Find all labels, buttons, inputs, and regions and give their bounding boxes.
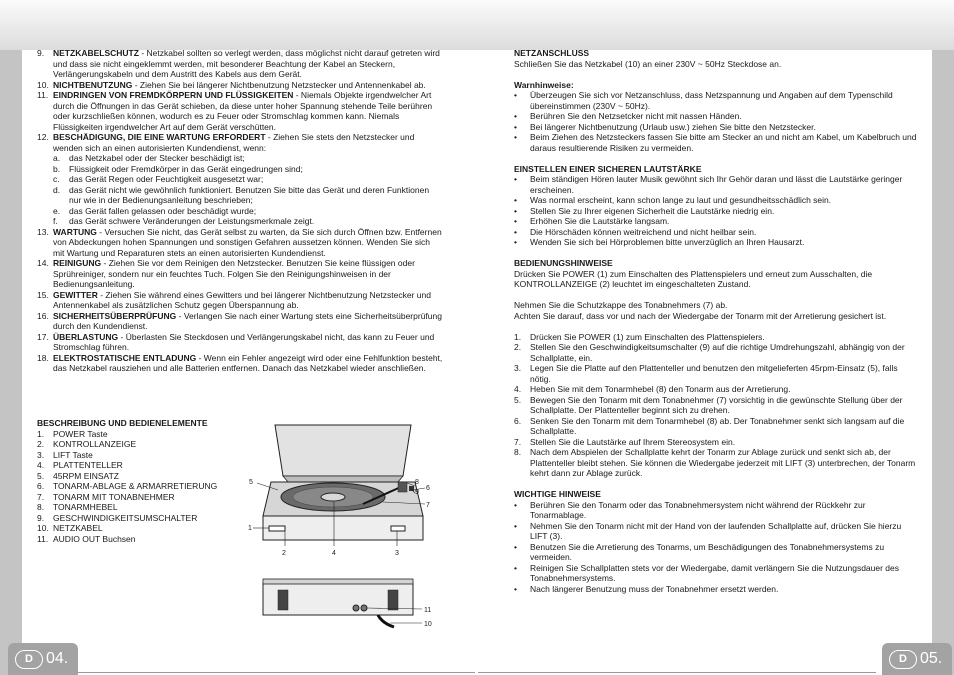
bullet-item (514, 500, 920, 521)
item-text: - Ziehen Sie stets den Netzstecker und wenden sich an einen autorisierten Kundendienst, wenn: (53, 132, 415, 153)
step-text: Nach dem Abspielen der Schallplatte kehrt der Tonarm zur Ablage zurück und senkt sich ab, der Plattenteller bleibt stehen. Sie können die Wiedergabe jederzeit mit LIFT (3) unterbrechen, der Tonarm kehrt dann zur Ablage zurück. (530, 447, 916, 478)
bullet-item (514, 542, 920, 563)
bullet-text: Stellen Sie zu Ihrer eigenen Sicherheit die Lautstärke niedrig ein. (530, 205, 775, 216)
condition-text: Flüssigkeit oder Fremdkörper in das Gerät eingedrungen sind; (69, 163, 303, 174)
condition-item (37, 206, 443, 217)
condition-letter: e. (53, 205, 61, 216)
lift-button (391, 526, 405, 531)
step-text: Stellen Sie die Lautstärke auf Ihrem Stereosystem ein. (530, 436, 736, 447)
item-title: NETZKABELSCHUTZ (53, 48, 139, 58)
item-number: 12. (37, 132, 49, 142)
turntable-top-diagram (243, 420, 443, 560)
operation-lock-note: Achten Sie darauf, dass vor und nach der Wiedergabe der Tonarm mit der Arretierung gesichert ist. (514, 310, 887, 321)
callout-8: 8 (415, 479, 419, 486)
bullet-text: Beim ständigen Hören lauter Musik gewöhnt sich Ihr Gehör daran und lässt die Lautstärke geringer erscheinen. (530, 174, 903, 195)
control-number: 11. (37, 533, 49, 544)
bullet-item (514, 132, 920, 153)
item-text: - Netzkabel sollten so verlegt werden, dass möglichst nicht darauf getreten wird und dass sie nicht eingeklemmt werden, mit besonderer Beachtung der Kabel an Steckern, Verlängerungskabeln und dem Austritt des Kabels aus dem Gerät. (53, 48, 440, 79)
control-item (37, 513, 252, 524)
condition-item (37, 185, 443, 206)
safety-item (37, 80, 443, 91)
safety-item (37, 132, 443, 153)
control-item (37, 450, 252, 461)
bullet-icon: • (514, 205, 517, 216)
control-label: AUDIO OUT Buchsen (53, 533, 136, 544)
bullet-item (514, 563, 920, 584)
header-band (0, 0, 954, 50)
condition-item (37, 164, 443, 175)
audio-out-jack (353, 605, 359, 611)
bullet-icon: • (514, 541, 517, 552)
page-tab-left (8, 643, 78, 675)
step-number: 7. (514, 436, 522, 447)
control-label: LIFT Taste (53, 449, 93, 460)
page-tab-right (882, 643, 952, 675)
callout-5: 5 (249, 479, 253, 486)
warnings-heading: Warnhinweise: (514, 79, 574, 90)
callout-11: 11 (424, 607, 432, 614)
item-title: GEWITTER (53, 289, 98, 300)
callout-2: 2 (282, 550, 286, 557)
adapter-45rpm (321, 493, 345, 501)
page-number: 05. (920, 650, 943, 667)
control-label: PLATTENTELLER (53, 460, 123, 470)
condition-letter: b. (53, 163, 61, 174)
bullet-item (514, 237, 920, 248)
control-number: 3. (37, 449, 45, 460)
step-item (514, 363, 920, 384)
controls-section (37, 418, 252, 544)
bullet-icon: • (514, 121, 517, 132)
safety-item (37, 290, 443, 311)
bullet-icon: • (514, 216, 517, 226)
controls-list (37, 429, 252, 545)
callout-4: 4 (332, 550, 336, 557)
step-number: 6. (514, 415, 522, 426)
operation-heading: BEDIENUNGSHINWEISE (514, 258, 613, 268)
step-item (514, 437, 920, 448)
callout-3: 3 (395, 550, 399, 557)
condition-text: das Gerät schwere Veränderungen der Leistungsmerkmale zeigt. (69, 216, 315, 226)
power-button (269, 526, 285, 531)
bullet-text: Die Hörschäden können weitreichend und nicht heilbar sein. (530, 226, 757, 237)
safety-item (37, 227, 443, 259)
step-number: 2. (514, 342, 522, 352)
control-item (37, 481, 252, 492)
bullet-item (514, 111, 920, 122)
item-number: 11. (37, 90, 49, 100)
step-item (514, 384, 920, 395)
item-text: - Verlangen Sie nach einer Wartung stets eine Sicherheitsüberprüfung durch den Kundendienst. (53, 310, 442, 331)
control-label: POWER Taste (53, 428, 108, 439)
step-item (514, 416, 920, 437)
bullet-text: Überzeugen Sie sich vor Netzanschluss, dass Netzspannung und Angaben auf dem Typenschild übereinstimmen (230V ~ 50Hz). (530, 90, 893, 111)
step-item (514, 332, 920, 343)
control-number: 1. (37, 428, 45, 439)
bottom-rule-left (78, 672, 475, 673)
item-number: 18. (37, 352, 49, 363)
callout-6: 6 (426, 485, 430, 492)
step-item (514, 342, 920, 363)
item-text: - Versuchen Sie nicht, das Gerät selbst zu warten, da Sie sich durch Öffnen bzw. Entfernen von Abdeckungen hohen Spannungen und sonstigen Gefahren aussetzen können. Wenden Sie sich mit Wartung und Reparaturen stets an einen autorisierten Kundendienst. (53, 226, 442, 258)
safety-item (37, 353, 443, 374)
left-margin-bar (0, 50, 22, 675)
mains-heading: NETZANSCHLUSS (514, 48, 590, 58)
condition-text: das Gerät nicht wie gewöhnlich funktioniert. Benutzen Sie bitte das Gerät und deren Funktionen nur wie in der Bedienungsanleitung beschrieben; (69, 184, 430, 205)
control-number: 7. (37, 491, 45, 502)
bullet-item (514, 195, 920, 206)
bullet-item (514, 227, 920, 238)
warnings-list (514, 90, 920, 153)
step-text: Heben Sie mit dem Tonarmhebel (8) den Tonarm aus der Arretierung. (530, 384, 791, 394)
control-item (37, 502, 252, 513)
step-text: Senken Sie den Tonarm mit dem Tonarmhebel (8) ab. Der Tonabnehmer senkt sich langsam auf die Schallplatte. (530, 415, 905, 436)
item-title: BESCHÄDIGUNG, DIE EINE WARTUNG ERFORDERT (53, 132, 266, 142)
item-number: 9. (37, 48, 45, 58)
mains-text: Schließen Sie das Netzkabel (10) an einer 230V ~ 50Hz Steckdose an. (514, 58, 782, 69)
condition-letter: f. (53, 216, 58, 226)
item-text: - Wenn ein Fehler angezeigt wird oder eine Fehlfunktion besteht, das Netzkabel rausziehen und alle Batterien entfernen. Danach das Netzkabel wieder anschließen. (53, 352, 443, 373)
item-text: - Niemals Objekte irgendwelcher Art durch die Öffnungen in das Gerät schieben, da diese unter hoher Spannung stehende Teile berühren oder kurzschließen können, wodurch es zu Feuer oder Stromschlag kommen kann. Niemals Flüssigkeiten irgendwelcher Art auf dem Gerät verschütten. (53, 90, 433, 132)
control-item (37, 471, 252, 482)
safety-item (37, 311, 443, 332)
bullet-text: Reinigen Sie Schallplatten stets vor der Wiedergabe, damit verlängern Sie die Nutzungsdauer des Tonabnehmersystems. (530, 562, 900, 583)
right-column (514, 48, 920, 594)
control-number: 9. (37, 512, 45, 523)
bullet-text: Wenden Sie sich bei Hörproblemen bitte unverzüglich an Ihren Hausarzt. (530, 237, 805, 247)
controls-heading: BESCHREIBUNG UND BEDIENELEMENTE (37, 418, 208, 428)
control-number: 6. (37, 481, 45, 491)
safety-item (37, 48, 443, 80)
callout-1: 1 (248, 525, 252, 532)
dust-cover-lid (275, 425, 411, 476)
item-title: REINIGUNG (53, 258, 102, 268)
item-number: 16. (37, 310, 49, 321)
condition-item (37, 216, 443, 227)
safety-item (37, 258, 443, 290)
item-number: 15. (37, 289, 49, 300)
step-number: 1. (514, 331, 522, 342)
control-item (37, 429, 252, 440)
bullet-item (514, 584, 920, 595)
condition-letter: d. (53, 184, 61, 195)
control-number: 10. (37, 523, 49, 533)
control-label: TONARM-ABLAGE & ARMARRETIERUNG (53, 481, 218, 491)
step-number: 8. (514, 447, 522, 457)
bullet-item (514, 90, 920, 111)
control-label: TONARM MIT TONABNEHMER (53, 491, 175, 502)
left-column (37, 48, 443, 374)
item-text: - Überlasten Sie Steckdosen und Verlängerungskabel nicht, das kann zu Feuer und Stromschlag führen. (53, 331, 435, 352)
item-number: 17. (37, 331, 49, 342)
bullet-text: Erhöhen Sie die Lautstärke langsam. (530, 216, 670, 226)
condition-text: das Gerät Regen oder Feuchtigkeit ausgesetzt war; (69, 174, 264, 184)
bullet-text: Bei längerer Nichtbenutzung (Urlaub usw.) ziehen Sie bitte den Netzstecker. (530, 121, 816, 132)
control-item (37, 523, 252, 534)
bullet-icon: • (514, 174, 517, 184)
bullet-text: Berühren Sie den Tonarm oder das Tonabnehmersystem nicht während der Rückkehr zur Tonarmablage. (530, 499, 866, 520)
bottom-rule-right (478, 672, 876, 673)
bullet-text: Nach längerer Benutzung muss der Tonabnehmer ersetzt werden. (530, 583, 779, 594)
important-list (514, 500, 920, 595)
item-text: - Ziehen Sie vor dem Reinigen den Netzstecker. Benutzen Sie keine flüssigen oder Sprühreiniger, sondern nur ein feuchtes Tuch. Folgen Sie den Reinigungshinweisen in der Bedienungsanleitung. (53, 258, 415, 289)
bullet-text: Was normal erscheint, kann schon lange zu laut und gesundheitsschädlich sein. (530, 195, 832, 205)
step-item (514, 395, 920, 416)
item-title: NICHTBENUTZUNG (53, 79, 133, 90)
step-text: Stellen Sie den Geschwindigkeitsumschalter (9) auf die richtige Umdrehungszahl, abhängig von der Schallplatte, ein. (530, 342, 905, 363)
language-badge: D (15, 650, 43, 669)
language-badge: D (889, 650, 917, 669)
control-number: 5. (37, 470, 45, 481)
condition-text: das Gerät fallen gelassen oder beschädigt wurde; (69, 205, 257, 216)
control-label: GESCHWINDIGKEITSUMSCHALTER (53, 512, 198, 523)
step-number: 4. (514, 384, 522, 394)
bullet-icon: • (514, 90, 517, 100)
safety-list-continued (37, 227, 443, 374)
callout-9: 9 (415, 489, 419, 496)
bullet-icon: • (514, 562, 517, 573)
bullet-icon: • (514, 583, 517, 594)
bullet-icon: • (514, 132, 517, 142)
power-cord (378, 615, 394, 627)
bullet-icon: • (514, 111, 517, 121)
bullet-item (514, 206, 920, 217)
condition-letter: c. (53, 174, 60, 184)
safety-item (37, 332, 443, 353)
condition-letter: a. (53, 153, 61, 163)
bullet-item (514, 122, 920, 133)
condition-item (37, 174, 443, 185)
page-number: 04. (46, 650, 69, 667)
callout-10: 10 (424, 621, 432, 628)
item-title: WARTUNG (53, 226, 97, 237)
control-item (37, 460, 252, 471)
condition-item (37, 153, 443, 164)
volume-list (514, 174, 920, 248)
bullet-text: Beim Ziehen des Netzsteckers fassen Sie bitte am Stecker an und nicht am Kabel, um Kabelbruch und daraus resultierende Risiken zu vermeiden. (530, 132, 917, 153)
control-number: 4. (37, 460, 45, 470)
bullet-item (514, 216, 920, 227)
bullet-text: Benutzen Sie die Arretierung des Tonarms, um Beschädigungen des Tonabnehmersystems zu vermeiden. (530, 541, 885, 562)
control-item (37, 534, 252, 545)
service-conditions-list (37, 153, 443, 227)
bullet-icon: • (514, 520, 517, 531)
item-number: 14. (37, 258, 49, 268)
audio-out-jack (361, 605, 367, 611)
item-title: EINDRINGEN VON FREMDKÖRPERN UND FLÜSSIGKEITEN (53, 90, 294, 100)
step-text: Bewegen Sie den Tonarm mit dem Tonabnehmer (7) vorsichtig in die gewünschte Stellung über der Schallplatte. Der Plattenteller beginnt sich zu drehen. (530, 394, 903, 415)
bullet-text: Nehmen Sie den Tonarm nicht mit der Hand von der laufenden Schallplatte auf, drücken Sie hierzu LIFT (3). (530, 520, 902, 541)
step-text: Legen Sie die Platte auf den Plattenteller und benutzen den mitgelieferten 45rpm-Einsatz (5), falls nötig. (530, 363, 898, 384)
condition-text: das Netzkabel oder der Stecker beschädigt ist; (69, 153, 245, 163)
bullet-text: Berühren Sie den Netzsetcker nicht mit nassen Händen. (530, 111, 742, 121)
callout-7: 7 (426, 502, 430, 509)
important-heading: WICHTIGE HINWEISE (514, 489, 601, 499)
safety-item (37, 90, 443, 132)
turntable-back-diagram (258, 577, 443, 632)
item-number: 13. (37, 226, 49, 237)
bullet-icon: • (514, 226, 517, 237)
control-label: NETZKABEL (53, 523, 103, 533)
step-number: 3. (514, 363, 522, 373)
control-label: TONARMHEBEL (53, 502, 118, 512)
item-number: 10. (37, 79, 49, 90)
step-number: 5. (514, 394, 522, 405)
step-item (514, 447, 920, 479)
volume-heading: EINSTELLEN EINER SICHEREN LAUTSTÄRKE (514, 163, 702, 174)
operation-intro: Drücken Sie POWER (1) zum Einschalten des Plattenspielers und erneut zum Ausschalten, die KONTROLLANZEIGE (2) leuchtet im eingeschalteten Zustand. (514, 268, 873, 289)
bullet-item (514, 521, 920, 542)
item-title: ELEKTROSTATISCHE ENTLADUNG (53, 352, 197, 363)
bullet-icon: • (514, 499, 517, 510)
control-label: KONTROLLANZEIGE (53, 439, 137, 449)
control-item (37, 439, 252, 450)
right-margin-bar (932, 50, 954, 675)
operation-steps (514, 332, 920, 479)
item-title: ÜBERLASTUNG (53, 331, 119, 342)
control-number: 8. (37, 502, 45, 512)
bullet-icon: • (514, 195, 517, 205)
item-title: SICHERHEITSÜBERPRÜFUNG (53, 310, 177, 321)
tonearm-rest (398, 482, 407, 492)
step-text: Drücken Sie POWER (1) zum Einschalten des Plattenspielers. (530, 331, 765, 342)
item-text: - Ziehen Sie während eines Gewitters und bei längerer Nichtbenutzung Netzstecker und Antennenkabel als zusätzlichen Schutz gegen Überspannung ab. (53, 289, 431, 310)
item-text: - Ziehen Sie bei längerer Nichtbenutzung Netzstecker und Antennenkabel ab. (132, 79, 426, 90)
bullet-item (514, 174, 920, 195)
safety-list (37, 48, 443, 153)
control-item (37, 492, 252, 503)
control-label: 45RPM EINSATZ (53, 470, 119, 481)
operation-stylus-note: Nehmen Sie die Schutzkappe des Tonabnehmers (7) ab. (514, 300, 728, 310)
control-number: 2. (37, 439, 45, 449)
bullet-icon: • (514, 237, 517, 247)
